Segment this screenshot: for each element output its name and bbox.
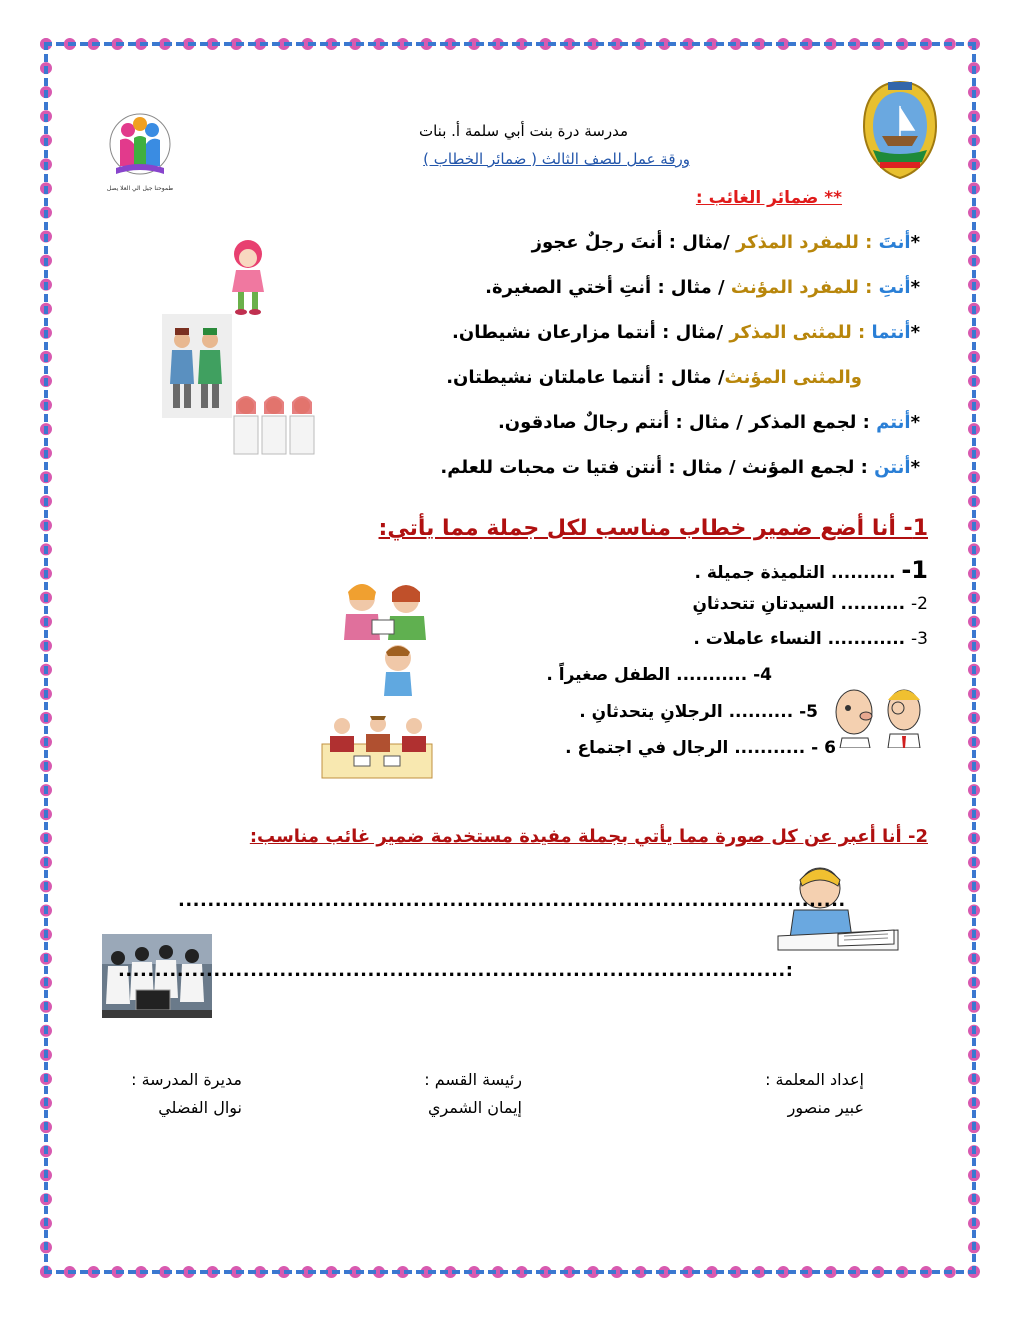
item-text: .......... التلميذة جميلة . <box>694 563 896 583</box>
rule-star: * <box>910 412 920 433</box>
rule-line-2 <box>485 277 920 298</box>
rule-example: /مثال : أنتما مزارعان نشيطان. <box>452 322 724 343</box>
exercise1-item <box>694 556 928 584</box>
item-text: ........... الرجال في اجتماع . <box>565 738 806 758</box>
rule-star: * <box>910 322 920 343</box>
section-title: ** ضمائر الغائب : <box>695 188 842 208</box>
rule-line-6 <box>440 457 920 478</box>
answer-line-1[interactable]: ........................................................................................... <box>178 890 846 911</box>
rule-description: : للمثنى المذكر <box>729 322 866 343</box>
rule-description: : للمفرد المذكر <box>735 232 873 253</box>
rule-star: * <box>910 457 920 478</box>
item-text: .......... السيدتانِ تتحدثانِ <box>692 594 906 614</box>
school-logo-icon <box>98 100 182 198</box>
rule-star: * <box>910 232 920 253</box>
rule-star: * <box>910 277 920 298</box>
exercise1-item <box>546 665 772 685</box>
item-number: 6 - <box>811 738 836 758</box>
worksheet-title: ورقة عمل للصف الثالث ( ضمائر الخطاب ) <box>423 150 690 168</box>
rule-example: / مثال : أنتم رجالٌ صادقون. <box>497 412 743 433</box>
exercise2-title: 2- أنا أعبر عن كل صورة مما يأتي بجملة مفيدة مستخدمة ضمير غائب مناسب: <box>249 826 928 847</box>
item-text: ............ النساء عاملات . <box>693 629 906 649</box>
rule-pronoun: أنتن <box>874 457 911 478</box>
school-name: مدرسة درة بنت أبي سلمة أ. بنات <box>418 122 628 140</box>
rule-line-5 <box>498 412 920 433</box>
rule-pronoun: أنتما <box>871 322 911 343</box>
signature-name-principal: نوال الفضلي <box>158 1098 242 1117</box>
rule-description: : للمفرد المؤنث <box>730 277 873 298</box>
rule-example: /مثال : أنتَ رجلٌ عجوز <box>531 232 730 253</box>
item-number: 1- <box>901 556 928 584</box>
meeting-illustration-icon <box>320 712 434 780</box>
item-text: .......... الرجلانِ يتحدثانِ . <box>579 702 794 722</box>
signature-role-principal: مديرة المدرسة : <box>131 1070 242 1089</box>
logo-motto: طموحنا جيل الي العلا يصل <box>106 185 174 192</box>
answer-line-2[interactable]: ...........................................................................................: <box>118 960 794 981</box>
men-in-ghutra-illustration-icon <box>230 390 318 462</box>
women-and-child-illustration-icon <box>334 576 434 702</box>
exercise1-item <box>579 702 818 722</box>
signature-name-department-head: إيمان الشمري <box>427 1098 522 1117</box>
rule-description: : لجمع المؤنث <box>741 457 868 478</box>
rule-line-4 <box>446 367 862 388</box>
item-text: ........... الطفل صغيراً . <box>546 665 748 685</box>
signature-role-teacher: إعداد المعلمة : <box>765 1070 864 1089</box>
kuwait-emblem-icon <box>858 78 942 182</box>
item-number: 2- <box>911 594 928 614</box>
rule-pronoun: أنتم <box>876 412 911 433</box>
item-number: 3- <box>911 629 928 649</box>
exercise1-item <box>693 629 928 649</box>
exercise1-item <box>692 594 928 614</box>
rule-description: والمثنى المؤنث <box>724 367 862 388</box>
signature-role-department-head: رئيسة القسم : <box>424 1070 522 1089</box>
rule-line-3 <box>452 322 920 343</box>
rule-example: / مثال : أنتن فتيا ت محبات للعلم. <box>440 457 736 478</box>
girl-illustration-icon <box>220 236 276 318</box>
item-number: 4- <box>753 665 772 685</box>
farmers-illustration-icon <box>162 314 232 418</box>
rule-pronoun: أنتَ <box>878 232 911 253</box>
rule-pronoun: أنتِ <box>878 277 911 298</box>
rule-example: / مثال : أنتما عاملتان نشيطتان. <box>446 367 725 388</box>
rule-description: : لجمع المذكر <box>749 412 870 433</box>
exercise1-title: 1- أنا أضع ضمير خطاب مناسب لكل جملة مما يأتي: <box>378 516 928 541</box>
two-men-talking-illustration-icon <box>830 680 926 748</box>
rule-example: / مثال : أنتِ أختي الصغيرة. <box>485 277 725 298</box>
exercise1-item <box>565 738 836 758</box>
item-number: 5- <box>799 702 818 722</box>
rule-line-1 <box>532 232 920 253</box>
signature-name-teacher: عبير منصور <box>787 1098 864 1117</box>
decorative-page-border <box>40 38 980 1278</box>
